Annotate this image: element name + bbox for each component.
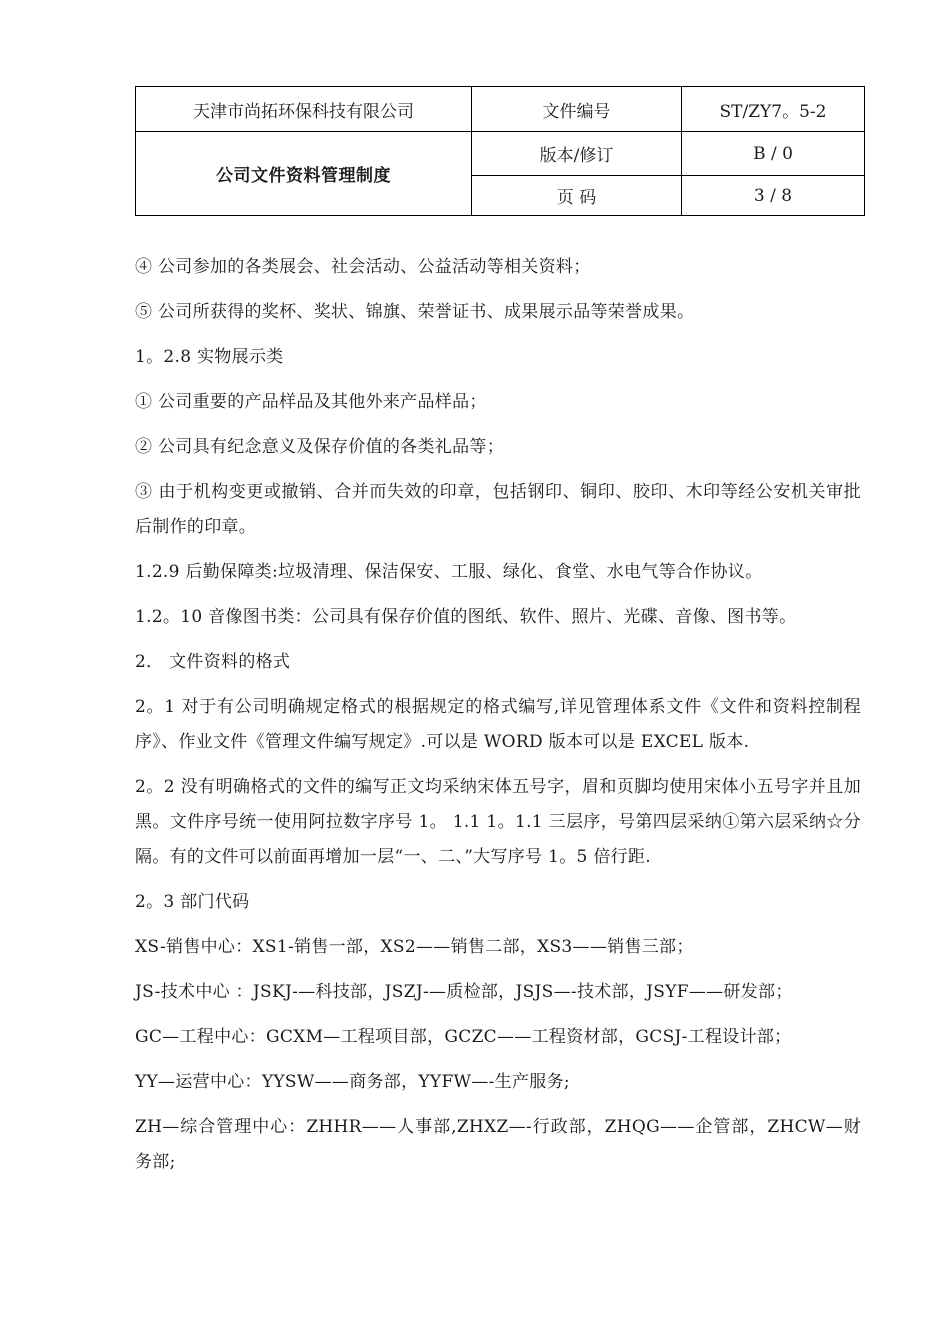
section-heading: 2。3 部门代码 bbox=[135, 892, 250, 912]
paragraph: 2。2 没有明确格式的文件的编写正文均采纳宋体五号字，眉和页脚均使用宋体小五号字并且加黑。文件序号统一使用阿拉数字序号 1。 1.1 1。1.1 三层序，号第四层采纳①第六层采纳☆分隔。有的文件可以前面再增加一层“一、二、”大写序号 1。5 倍行距. bbox=[135, 777, 861, 867]
version-label: 版本/修订 bbox=[472, 132, 682, 176]
document-title: 公司文件资料管理制度 bbox=[136, 132, 472, 216]
section-heading: 1。2.8 实物展示类 bbox=[135, 347, 284, 367]
paragraph: ⑤ 公司所获得的奖杯、奖状、锦旗、荣誉证书、成果展示品等荣誉成果。 bbox=[135, 302, 695, 322]
page-label: 页 码 bbox=[472, 176, 682, 216]
paragraph: ③ 由于机构变更或撤销、合并而失效的印章，包括钢印、铜印、胶印、木印等经公安机关审批后制作的印章。 bbox=[135, 482, 861, 537]
paragraph: ② 公司具有纪念意义及保存价值的各类礼品等； bbox=[135, 437, 505, 457]
department-code-line: GC—工程中心：GCXM—工程项目部，GCZC——工程资材部，GCSJ-工程设计部； bbox=[135, 1027, 792, 1047]
paragraph: ① 公司重要的产品样品及其他外来产品样品； bbox=[135, 392, 487, 412]
document-body bbox=[135, 250, 861, 1190]
doc-number-label: 文件编号 bbox=[472, 87, 682, 132]
paragraph: 1.2.9 后勤保障类:垃圾清理、保洁保安、工服、绿化、食堂、水电气等合作协议。 bbox=[135, 562, 763, 582]
department-code-line: JS-技术中心 ：JSKJ-—科技部，JSZJ-—质检部，JSJS—-技术部，JSYF——研发部； bbox=[135, 982, 793, 1002]
section-heading: 2． 文件资料的格式 bbox=[135, 652, 291, 672]
document-header-table bbox=[135, 86, 865, 216]
header-row-1 bbox=[136, 87, 865, 132]
paragraph: 2。1 对于有公司明确规定格式的根据规定的格式编写,详见管理体系文件《文件和资料控制程序》、作业文件《管理文件编写规定》.可以是 WORD 版本可以是 EXCEL 版本. bbox=[135, 697, 861, 752]
version-value: B / 0 bbox=[682, 132, 865, 176]
paragraph: 1.2。10 音像图书类：公司具有保存价值的图纸、软件、照片、光碟、音像、图书等。 bbox=[135, 607, 797, 627]
department-code-line: YY—运营中心：YYSW——商务部，YYFW—-生产服务; bbox=[135, 1072, 570, 1092]
page-number: 3 / 8 bbox=[682, 176, 865, 216]
department-code-line: XS-销售中心：XS1-销售一部，XS2——销售二部，XS3——销售三部； bbox=[135, 937, 694, 957]
paragraph: ④ 公司参加的各类展会、社会活动、公益活动等相关资料； bbox=[135, 257, 591, 277]
company-name: 天津市尚拓环保科技有限公司 bbox=[136, 87, 472, 132]
department-code-line: ZH—综合管理中心：ZHHR——人事部,ZHXZ—-行政部，ZHQG——企管部，ZHCW—财务部; bbox=[135, 1117, 861, 1172]
header-row-2 bbox=[136, 132, 865, 176]
doc-number-value: ST/ZY7。5-2 bbox=[682, 87, 865, 132]
